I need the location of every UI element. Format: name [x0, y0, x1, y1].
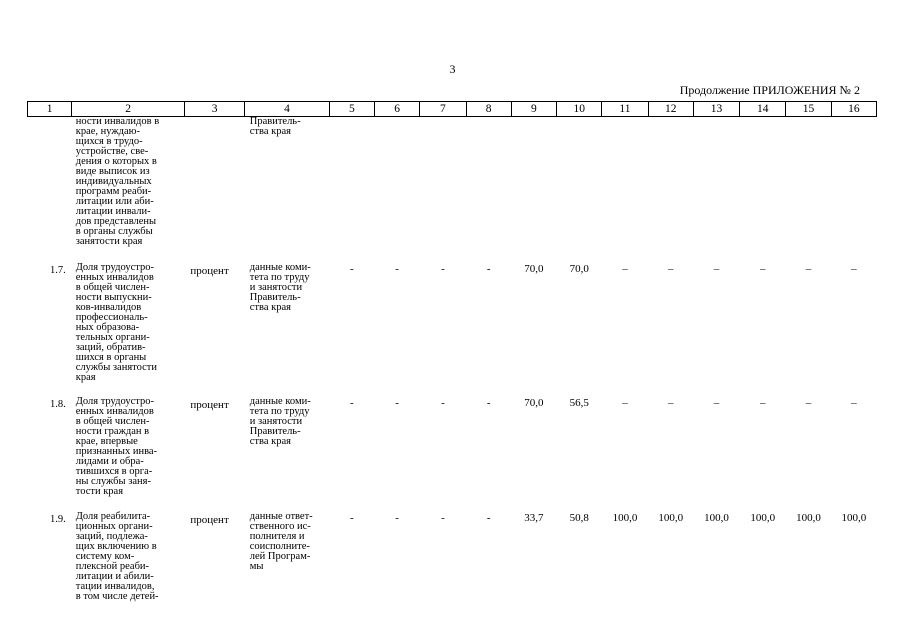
column-header-8: 8 — [466, 102, 511, 117]
value-cell-col-16 — [831, 117, 876, 264]
value-cell-col-12: – — [667, 397, 674, 409]
value-cell-col-5: - — [350, 397, 354, 409]
indicator-name-line: крае, впервые — [75, 436, 138, 447]
indicator-name-line: заций, обратив- — [75, 342, 146, 353]
value-cell-col-12: – — [667, 263, 674, 275]
column-header-10: 10 — [557, 102, 602, 117]
value-cell-col-6: - — [395, 397, 399, 409]
data-source-line: ства края — [249, 302, 291, 313]
table-row — [28, 397, 877, 512]
indicator-name-line: ности граждан в — [75, 426, 150, 437]
value-cell-col-10: 70,0 — [569, 263, 589, 275]
data-source-line: и занятости — [249, 416, 303, 427]
value-cell-col-15: 100,0 — [796, 512, 821, 524]
indicator-name-line: тации инвалидов, — [75, 581, 155, 592]
indicator-name-line: в органы службы — [75, 226, 153, 237]
value-cell-col-14: – — [760, 263, 766, 275]
indicator-name-line: заций, подлежа- — [75, 531, 148, 542]
indicator-name-line: устройстве, све- — [75, 146, 149, 157]
data-source-line: Правитель- — [249, 426, 301, 437]
indicator-name-line: программ реаби- — [75, 186, 152, 197]
value-cell-col-8 — [466, 117, 511, 264]
row-number: 1.9. — [50, 514, 66, 525]
column-header-5: 5 — [329, 102, 374, 117]
indicator-name-line: виде выписок из — [75, 166, 150, 177]
data-source — [245, 512, 329, 635]
value-cell-col-11: – — [622, 263, 628, 275]
data-source-line: данные коми- — [249, 396, 311, 407]
value-cell-col-16: – — [851, 263, 857, 275]
value-cell-col-12 — [648, 117, 693, 264]
indicator-name-line: лидами и обра- — [75, 456, 144, 467]
indicator-name-line: щих включению в — [75, 541, 157, 552]
indicator-name-line: признанных инва- — [75, 446, 158, 457]
data-source-line: соисполните- — [249, 541, 310, 552]
indicator-name-line: ков-инвалидов — [75, 302, 142, 313]
column-header-12: 12 — [648, 102, 693, 117]
indicator-name-line: литации инвали- — [75, 206, 151, 217]
page-number: 3 — [449, 62, 456, 76]
indicator-name-line: крае, нуждаю- — [75, 126, 141, 137]
indicator-name-line: литации и абили- — [75, 571, 154, 582]
column-header-16: 16 — [831, 102, 876, 117]
value-cell-col-8: - — [486, 263, 491, 275]
column-header-14: 14 — [740, 102, 786, 117]
unit-of-measure: процент — [190, 399, 229, 411]
value-cell-col-16: 100,0 — [841, 512, 867, 524]
indicator-name-line: плексной реаби- — [75, 561, 150, 572]
indicator-name-line: щихся в трудо- — [75, 136, 143, 147]
indicator-name — [72, 397, 185, 512]
header-row — [28, 102, 877, 117]
value-cell-col-7 — [420, 117, 466, 264]
indicator-name-line: тости края — [75, 486, 124, 497]
data-source-line: и занятости — [249, 282, 303, 293]
row-number: 1.8. — [50, 399, 66, 410]
value-cell-col-16: – — [851, 397, 857, 409]
value-cell-col-13 — [693, 117, 739, 264]
value-cell-col-14 — [740, 117, 786, 264]
value-cell-col-9 — [511, 117, 556, 264]
value-cell-col-8: - — [486, 512, 491, 524]
value-cell-col-5 — [329, 117, 374, 264]
value-cell-col-11 — [602, 117, 648, 264]
indicator-name-line: службы занятости — [75, 362, 157, 373]
indicator-name-line: в общей числен- — [75, 282, 150, 293]
row-number: 1.7. — [50, 265, 66, 276]
indicator-name-line: шихся в органы — [75, 352, 147, 363]
indicator-name-line: енных инвалидов — [75, 272, 154, 283]
indicator-name-line: ности выпускни- — [75, 292, 152, 303]
indicator-name-line: Доля реабилита- — [75, 511, 151, 522]
indicator-name-line: систему ком- — [75, 551, 135, 562]
indicator-name-line: дения о которых в — [75, 156, 157, 167]
column-header-11: 11 — [602, 102, 648, 117]
unit-of-measure — [184, 117, 244, 264]
value-cell-col-5: - — [350, 263, 354, 275]
table-row — [28, 263, 877, 397]
column-header-6: 6 — [375, 102, 420, 117]
data-source-line: ства края — [249, 436, 291, 447]
data-source-line: ственного ис- — [249, 521, 311, 532]
value-cell-col-12: 100,0 — [658, 512, 684, 524]
indicator-name-line: индивидуальных — [75, 176, 152, 187]
indicator-name-line: Доля трудоустро- — [75, 396, 154, 407]
value-cell-col-13: 100,0 — [704, 512, 729, 524]
data-source-line: полнителя и — [249, 531, 305, 542]
appendix-table — [27, 101, 877, 635]
column-header-7: 7 — [420, 102, 466, 117]
value-cell-col-7: - — [441, 397, 445, 409]
column-header-3: 3 — [184, 102, 244, 117]
column-header-9: 9 — [511, 102, 556, 117]
data-source-line: лей Програм- — [249, 551, 311, 562]
value-cell-col-9: 33,7 — [524, 512, 544, 524]
value-cell-col-10 — [557, 117, 602, 264]
data-source-line: ства края — [249, 126, 291, 137]
indicator-name-line: в общей числен- — [75, 416, 150, 427]
value-cell-col-9: 70,0 — [524, 397, 544, 409]
value-cell-col-8: - — [486, 397, 491, 409]
continuation-label: Продолжение ПРИЛОЖЕНИЯ № 2 — [679, 83, 860, 97]
value-cell-col-6: - — [395, 512, 399, 524]
data-source-line: мы — [249, 561, 264, 572]
value-cell-col-11: – — [622, 397, 628, 409]
value-cell-col-6: - — [395, 263, 399, 275]
value-cell-col-13: – — [713, 397, 720, 409]
indicator-name-line: ционных органи- — [75, 521, 153, 532]
column-header-4: 4 — [245, 102, 329, 117]
indicator-name-line: тельных органи- — [75, 332, 150, 343]
column-header-15: 15 — [786, 102, 831, 117]
value-cell-col-10: 56,5 — [569, 397, 589, 409]
unit-of-measure: процент — [190, 514, 229, 526]
data-source-line: тета по труду — [249, 406, 310, 417]
data-source-line: Правитель- — [249, 292, 301, 303]
indicator-name-line: занятости края — [75, 236, 143, 247]
indicator-name-line: ны службы заня- — [75, 476, 151, 487]
value-cell-col-10: 50,8 — [569, 512, 589, 524]
value-cell-col-9: 70,0 — [524, 263, 544, 275]
value-cell-col-15: – — [805, 397, 812, 409]
data-source-line: Правитель- — [249, 116, 301, 127]
row-number — [28, 117, 72, 264]
column-header-13: 13 — [693, 102, 739, 117]
value-cell-col-15: – — [805, 263, 812, 275]
value-cell-col-7: - — [441, 263, 445, 275]
indicator-name-line: дов представлены — [75, 216, 157, 227]
indicator-name-line: ности инвалидов в — [75, 116, 160, 127]
value-cell-col-14: 100,0 — [750, 512, 776, 524]
value-cell-col-5: - — [350, 512, 354, 524]
value-cell-col-15 — [786, 117, 831, 264]
value-cell-col-11: 100,0 — [612, 512, 638, 524]
indicator-name-line: ных образова- — [75, 322, 140, 333]
data-source-line: тета по труду — [249, 272, 310, 283]
data-source — [245, 263, 329, 397]
indicator-name — [72, 263, 185, 397]
data-source — [245, 117, 329, 264]
column-header-1: 1 — [28, 102, 72, 117]
indicator-name-line: литации или аби- — [75, 196, 154, 207]
indicator-name-line: в том числе детей- — [75, 591, 159, 602]
indicator-name — [72, 512, 185, 635]
indicator-name-line: Доля трудоустро- — [75, 262, 154, 273]
value-cell-col-6 — [375, 117, 420, 264]
value-cell-col-13: – — [713, 263, 720, 275]
indicator-name — [72, 117, 185, 264]
value-cell-col-7: - — [441, 512, 445, 524]
data-source — [245, 397, 329, 512]
indicator-name-line: профессиональ- — [75, 312, 148, 323]
column-header-2: 2 — [72, 102, 185, 117]
value-cell-col-14: – — [760, 397, 766, 409]
unit-of-measure: процент — [190, 265, 229, 277]
table-row — [28, 512, 877, 635]
indicator-name-line: енных инвалидов — [75, 406, 154, 417]
indicator-name-line: тившихся в орга- — [75, 466, 153, 477]
data-source-line: данные ответ- — [249, 511, 313, 522]
table-row — [28, 117, 877, 264]
indicator-name-line: края — [75, 372, 96, 383]
data-source-line: данные коми- — [249, 262, 311, 273]
